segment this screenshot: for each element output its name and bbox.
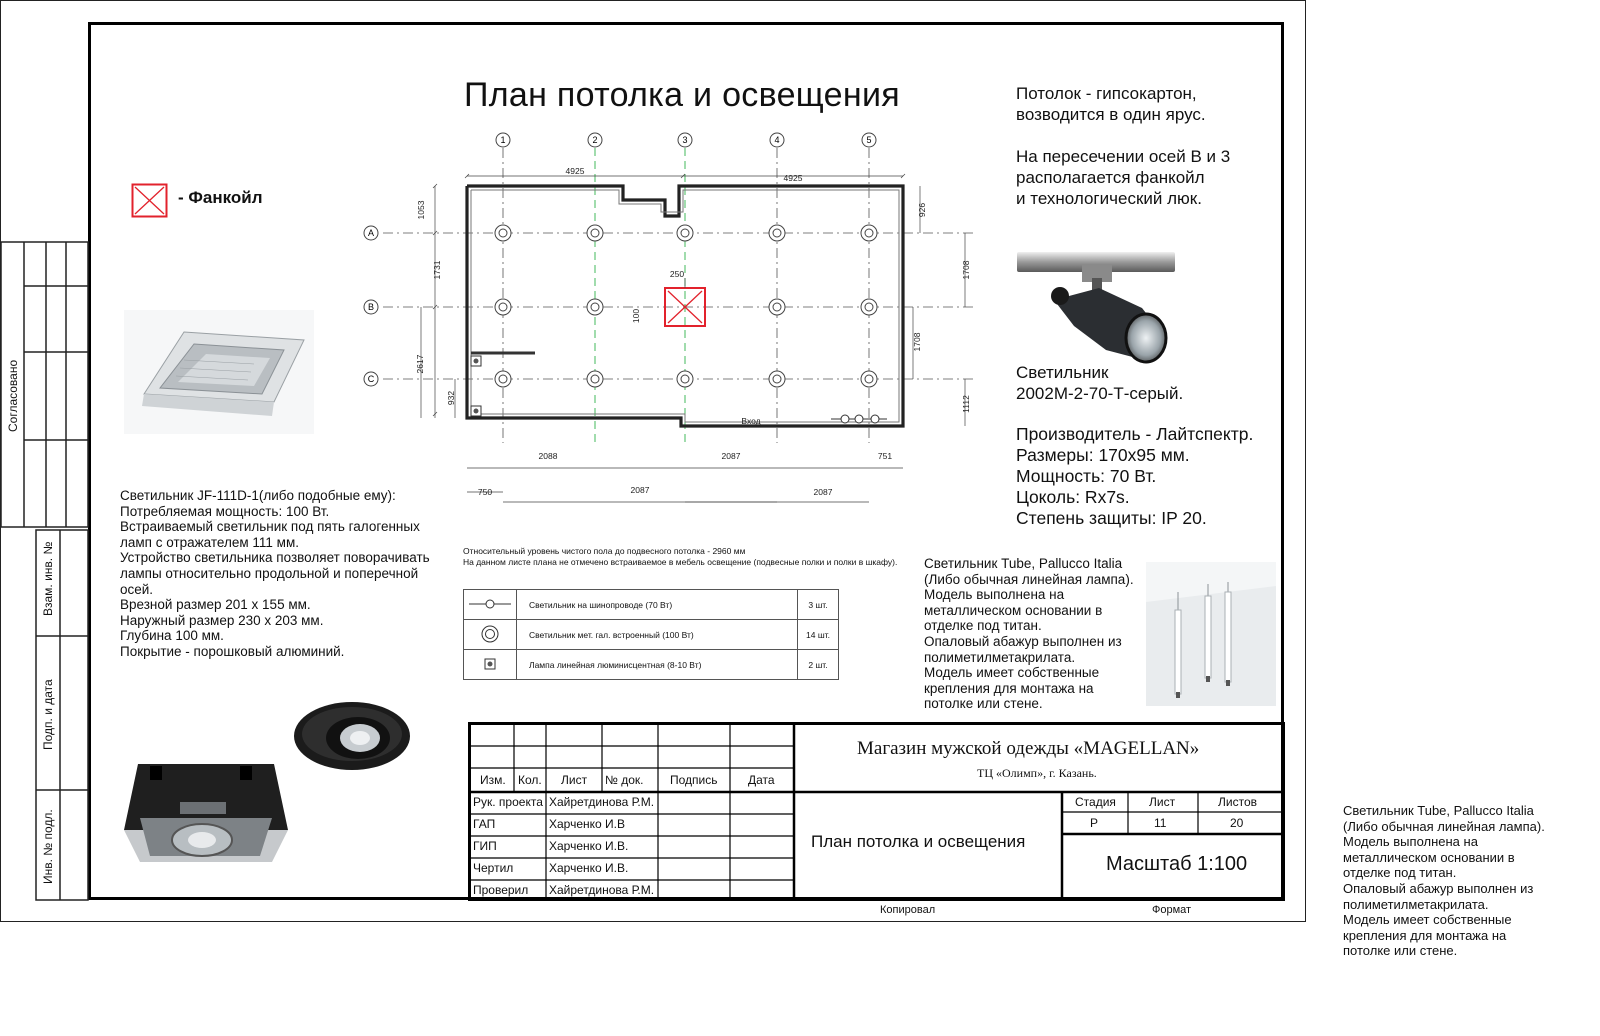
level-note-1: Относительный уровень чистого пола до подвесного потолка - 2960 мм [463,546,746,556]
dim-bottom-6: 2087 [813,487,833,497]
dim-left-1: 1053 [416,200,426,220]
dim-right-4: 1112 [961,395,971,413]
format-label: Формат [1152,904,1192,916]
sheet-label: Лист [1149,795,1176,809]
tb-role: Чертил [473,861,514,875]
axis-label-a: A [367,228,375,238]
tb-role: ГИП [473,839,497,853]
tb-header-list: Лист [561,773,588,787]
axis-label-c: C [367,374,375,384]
scale-label: Масштаб 1:100 [1106,853,1248,875]
project-name: Магазин мужской одежды «MAGELLAN» [857,738,1200,759]
tube-lamp-photo [1146,562,1276,706]
ceiling-note: Потолок - гипсокартон, возводится в один ярус. На пересечении осей В и 3 располагается фанкойл и технологический люк. [1016,84,1231,208]
axis-label-2: 2 [592,135,598,145]
dim-left-2: 1731 [432,260,442,280]
axis-grid-green [595,148,685,443]
sheet-value: 11 [1154,816,1167,830]
tb-name: Харченко И.В. [549,839,629,853]
entrance-label: Вход [741,416,761,426]
legend-label: Светильник мет. гал. встроенный (100 Вт) [517,620,798,650]
dim-bottom-1: 2088 [538,451,558,461]
axis-label-1: 1 [500,135,506,145]
dim-right-3: 1708 [912,332,922,352]
axis-label-5: 5 [866,135,872,145]
axis-bubbles [364,133,876,386]
tb-header-sign: Подпись [670,773,718,787]
legend-label: Светильник на шинопроводе (70 Вт) [517,590,798,620]
round-spotlight-photo [292,692,414,778]
linear-lamps [471,356,481,416]
dim-bottom-5: 2087 [630,485,650,495]
outside-tube-description: Светильник Tube, Pallucco Italia (Либо обычная линейная лампа). Модель выполнена на металлическом основании в отделке под титан. Опаловый абажур выполнен из полиметилметакрилата. Модель имеет собственные крепления для монтажа на потолке или стене. [1343,803,1545,959]
spotlight-specs: Производитель - Лайтспектр. Размеры: 170х95 мм. Мощность: 70 Вт. Цоколь: Rx7s. Степень защиты: IP 20. [1016,424,1254,528]
linear-lamp-icon [464,650,517,680]
dim-top-left: 4925 [565,166,585,176]
legend-count: 2 шт. [798,650,839,680]
sign-date-label: Подп. и дата [41,679,55,750]
dim-right-2: 1708 [961,260,971,280]
sheets-value: 20 [1230,816,1244,830]
square-spotlight-photo [122,762,288,866]
dim-bottom-3: 751 [877,451,893,461]
dim-bottom-4: 750 [477,487,493,497]
tb-role: Проверил [473,883,529,897]
legend-row [464,590,839,620]
dim-left-3: 2617 [415,354,425,374]
track-light-icon [464,590,517,620]
tube-lamp-description: Светильник Tube, Pallucco Italia (Либо обычная линейная лампа). Модель выполнена на металлическом основании в отделке под титан. Опаловый абажур выполнен из полиметилметакрилата. Модель имеет собственные крепления для монтажа на потолке или стене. [924,556,1134,712]
sheet-title: План потолка и освещения [811,832,1026,851]
dim-bottom-2: 2087 [721,451,741,461]
axis-label-4: 4 [774,135,780,145]
tb-header-doc: № док. [605,773,644,787]
tb-role: ГАП [473,817,496,831]
replace-inv-label: Взам. инв. № [41,541,55,616]
lighting-legend-table [463,589,839,680]
agreed-label: Согласовано [6,359,20,432]
tb-name: Харченко И.В [549,817,625,831]
legend-row [464,620,839,650]
dim-fancoil-h: 100 [631,308,641,324]
tb-header-izm: Изм. [480,773,506,787]
legend-label: Лампа линейная люминисцентная (8-10 Вт) [517,650,798,680]
legend-count: 3 шт. [798,590,839,620]
axis-label-b: B [367,302,375,312]
inv-number-label: Инв. № подл. [41,809,55,884]
tb-name: Хайретдинова Р.М. [549,883,655,897]
tb-name: Хайретдинова Р.М. [549,795,655,809]
tb-name: Харченко И.В. [549,861,629,875]
stage-value: Р [1090,816,1099,830]
tb-header-date: Дата [748,773,775,787]
sheets-label: Листов [1218,795,1257,809]
legend-count: 14 шт. [798,620,839,650]
jf-light-description: Светильник JF-111D-1(либо подобные ему): Потребляемая мощность: 100 Вт. Встраиваемый светильник под пять галогенных ламп с отражателем 111 мм. Устройство светильника позволяет поворачивать лампы относительно продольной и поперечной осей. Врезной размер 201 х 155 мм. Наружный размер 230 х 203 мм. Глубина 100 мм. Покрытие - порошковый алюминий. [120,488,430,659]
track-spotlight-photo [1014,248,1180,372]
spotlight-name: Светильник 2002М-2-70-Т-серый. [1016,363,1184,403]
dim-right-1: 926 [917,202,927,218]
axis-label-3: 3 [682,135,688,145]
fancoil-icon [131,183,169,219]
copied-label: Копировал [880,904,936,916]
fancoil-photo [124,310,314,434]
legend-row [464,650,839,680]
recessed-light-icon [464,620,517,650]
stage-label: Стадия [1075,795,1116,809]
page-title: План потолка и освещения [464,76,900,114]
dim-top-right: 4925 [783,173,803,183]
fancoil-legend-label: - Фанкойл [178,188,263,207]
level-note-2: На данном листе плана не отмечено встраиваемое в мебель освещение (подвесные полки и полки в шкафу). [463,557,898,567]
tb-role: Рук. проекта [473,795,543,809]
ceiling-plan [355,128,985,528]
dim-fancoil-w: 250 [669,269,685,279]
project-location: ТЦ «Олимп», г. Казань. [977,766,1097,780]
tb-header-kol: Кол. [518,773,542,787]
dim-left-4: 932 [446,390,456,406]
